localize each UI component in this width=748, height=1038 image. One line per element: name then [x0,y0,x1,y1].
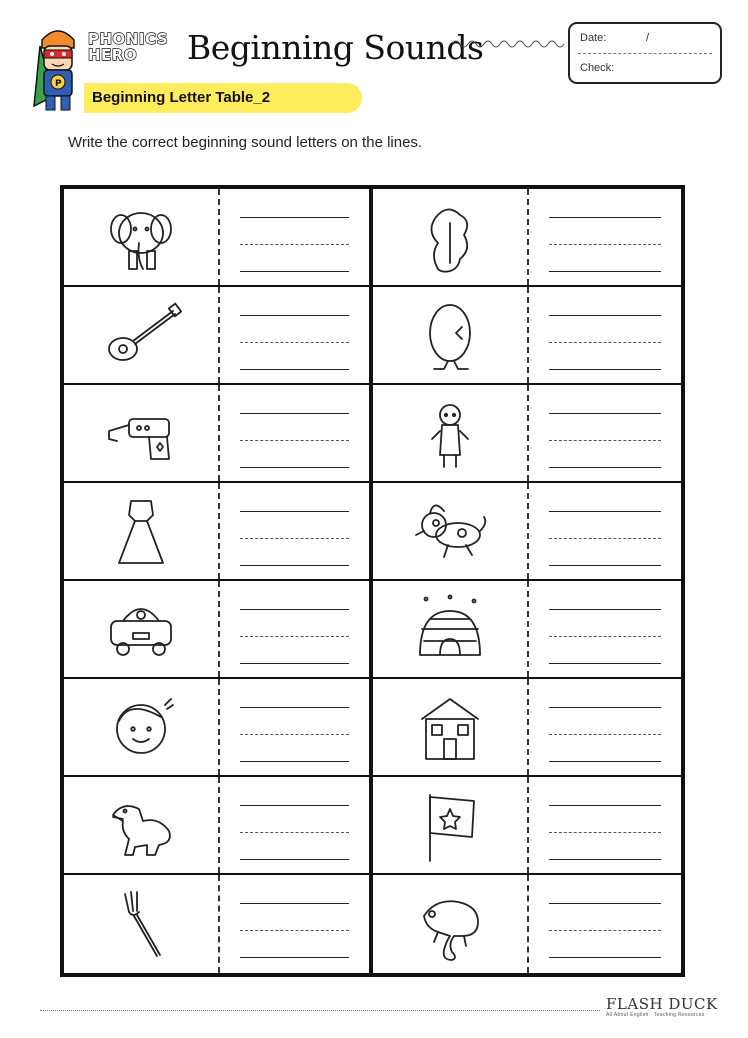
writing-midline [549,244,662,245]
chameleon-icon [408,886,492,962]
writing-line [240,805,349,806]
igloo-icon [408,591,492,667]
picture-cell [64,777,220,873]
page-title: Beginning Sounds [187,28,484,67]
guitar-icon [99,297,183,373]
elephant-icon [99,199,183,275]
dinosaur-icon [99,787,183,863]
writing-line [549,957,662,958]
picture-cell [64,581,220,677]
table-row [64,581,369,679]
writing-line [240,859,349,860]
writing-midline [549,636,662,637]
writing-line [240,707,349,708]
writing-midline [240,930,349,931]
writing-lines[interactable] [529,679,682,775]
writing-line [549,413,662,414]
table-row [64,483,369,581]
lettuce-icon [408,199,492,275]
writing-midline [240,832,349,833]
writing-line [549,663,662,664]
writing-midline [240,244,349,245]
check-label: Check: [580,62,615,74]
table-row [373,483,682,581]
picture-cell [373,189,529,285]
date-label: Date: [580,32,607,44]
writing-line [240,663,349,664]
writing-line [549,707,662,708]
writing-line [549,511,662,512]
table-row [373,679,682,777]
writing-lines[interactable] [529,875,682,973]
table-row [64,287,369,385]
writing-line [549,369,662,370]
writing-lines[interactable] [220,679,369,775]
car-icon [99,591,183,667]
writing-lines[interactable] [529,385,682,481]
picture-cell [64,875,220,973]
writing-lines[interactable] [529,287,682,383]
picture-cell [64,287,220,383]
writing-lines[interactable] [220,875,369,973]
picture-cell [373,483,529,579]
table-row [64,679,369,777]
squiggle-decoration-icon [452,38,567,50]
footer-logo-text: FLASH DUCK [606,995,718,1013]
writing-lines[interactable] [529,483,682,579]
writing-line [549,565,662,566]
table-row [373,287,682,385]
footer-logo-tagline: All About English · Teaching Resources [606,1012,705,1018]
writing-lines[interactable] [220,385,369,481]
writing-lines[interactable] [220,287,369,383]
egg-icon [408,297,492,373]
writing-line [549,315,662,316]
writing-midline [240,538,349,539]
writing-line [549,903,662,904]
boy-face-icon [99,689,183,765]
picture-cell [373,581,529,677]
writing-line [240,903,349,904]
writing-midline [240,734,349,735]
table-row [64,777,369,875]
flash-duck-logo [606,995,726,1025]
writing-line [240,413,349,414]
writing-line [549,761,662,762]
brand-line-2: HERO [88,46,138,64]
writing-lines[interactable] [529,777,682,873]
writing-line [549,859,662,860]
writing-midline [549,734,662,735]
picture-cell [373,385,529,481]
picture-cell [64,483,220,579]
writing-lines[interactable] [220,483,369,579]
left-column [64,189,373,973]
writing-midline [240,342,349,343]
table-row [64,875,369,973]
table-row [373,189,682,287]
beginning-letter-table [60,185,685,977]
writing-lines[interactable] [220,581,369,677]
svg-text:P: P [55,79,62,89]
writing-midline [549,440,662,441]
writing-line [240,369,349,370]
phonics-hero-mascot-icon [30,26,86,114]
date-separator: / [646,32,650,44]
phonics-hero-logo [88,31,180,71]
writing-line [549,271,662,272]
fork-icon [99,886,183,962]
writing-line [549,467,662,468]
writing-line [240,609,349,610]
table-row [373,581,682,679]
writing-midline [549,930,662,931]
writing-line [240,565,349,566]
writing-midline [549,832,662,833]
picture-cell [373,287,529,383]
writing-midline [240,440,349,441]
writing-line [240,467,349,468]
dog-icon [408,493,492,569]
table-row [373,875,682,973]
brand-line-1: PHONICS [88,30,169,48]
writing-lines[interactable] [220,777,369,873]
girl-icon [408,395,492,471]
toy-gun-icon [99,395,183,471]
picture-cell [64,189,220,285]
writing-line [240,271,349,272]
footer-divider [40,1010,600,1011]
writing-line [240,511,349,512]
dress-icon [99,493,183,569]
flag-icon [408,787,492,863]
writing-midline [549,538,662,539]
table-row [373,385,682,483]
writing-line [549,805,662,806]
writing-midline [240,636,349,637]
writing-line [549,609,662,610]
writing-line [240,217,349,218]
writing-lines[interactable] [529,581,682,677]
picture-cell [373,679,529,775]
house-icon [408,689,492,765]
writing-line [240,957,349,958]
worksheet-subtitle: Beginning Letter Table_2 [92,89,271,106]
writing-midline [549,342,662,343]
picture-cell [64,679,220,775]
table-row [373,777,682,875]
table-row [64,189,369,287]
instruction-text: Write the correct beginning sound letters on the lines. [68,134,423,151]
writing-line [240,761,349,762]
writing-lines[interactable] [529,189,682,285]
table-row [64,385,369,483]
picture-cell [373,875,529,973]
writing-line [240,315,349,316]
right-column [373,189,682,973]
writing-lines[interactable] [220,189,369,285]
picture-cell [64,385,220,481]
writing-line [549,217,662,218]
picture-cell [373,777,529,873]
date-check-box [568,22,722,84]
date-box-divider [578,53,712,54]
